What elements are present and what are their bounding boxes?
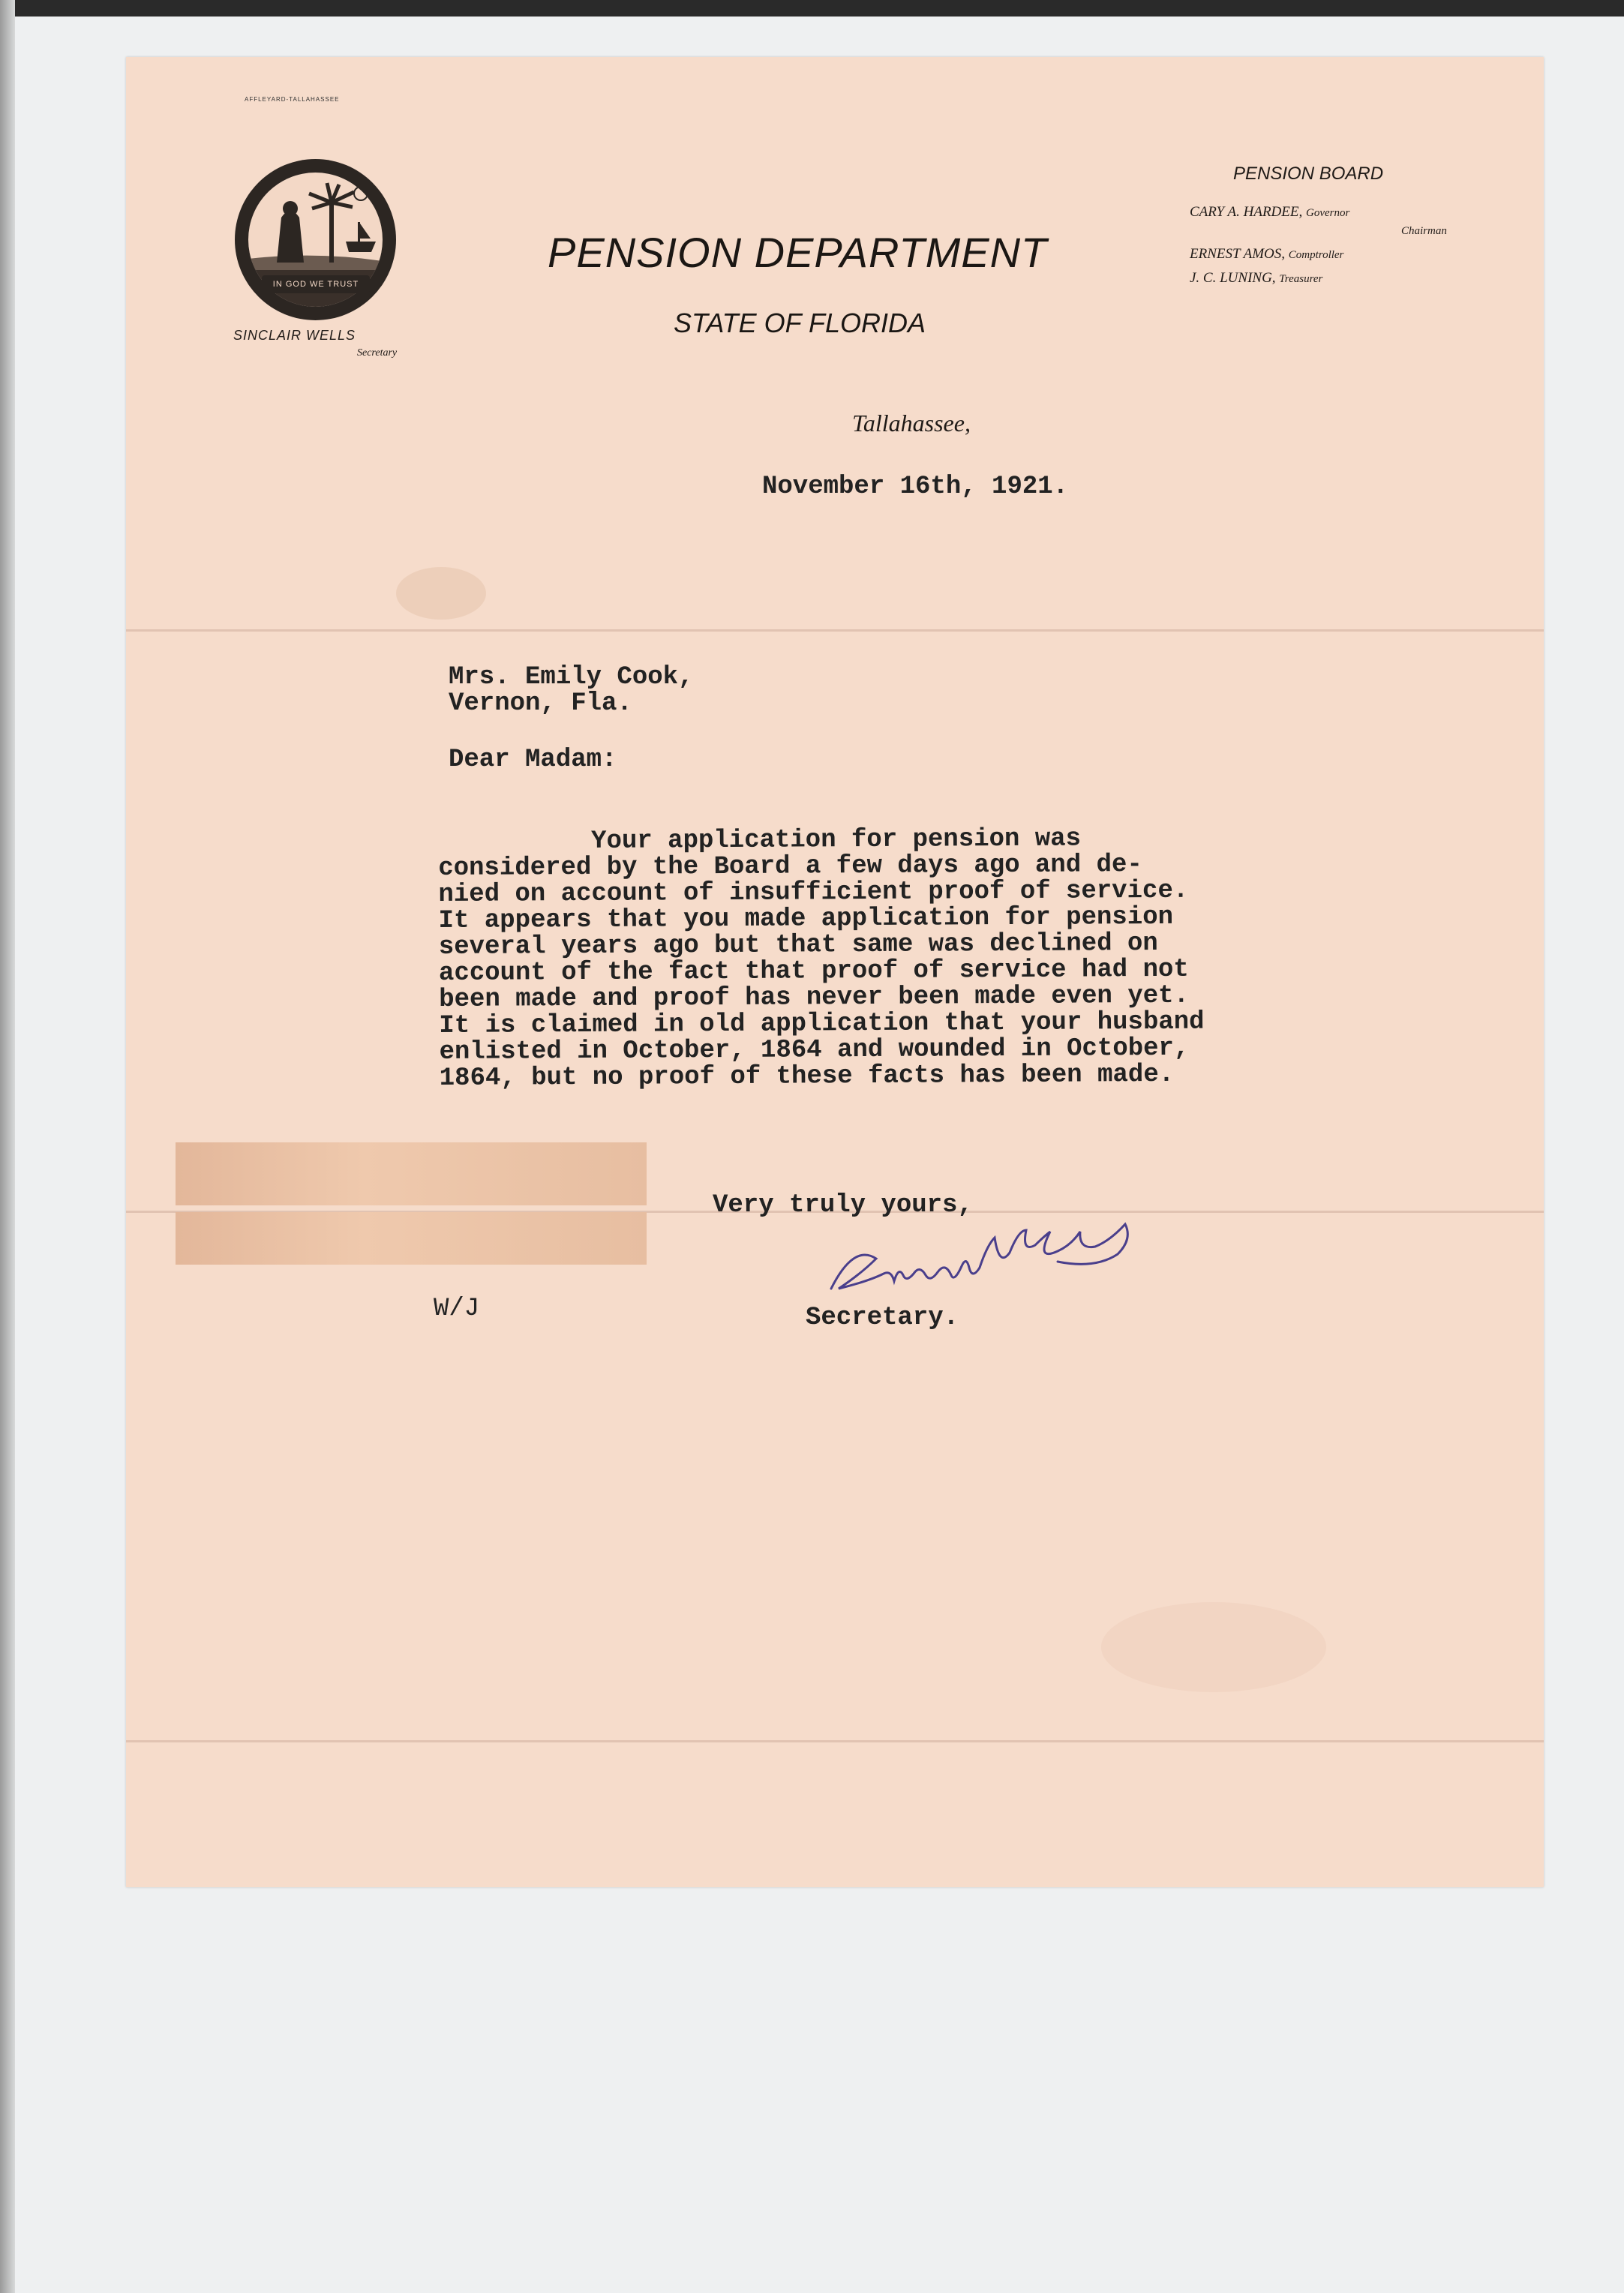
- printer-mark: AFFLEYARD-TALLAHASSEE: [245, 96, 340, 103]
- scanner-top-edge: [0, 0, 1624, 17]
- handwritten-signature: [801, 1221, 1191, 1311]
- body-line: It is claimed in old application that your husband: [439, 1007, 1205, 1040]
- body-line: Your application for pension was: [437, 824, 1082, 857]
- department-title: PENSION DEPARTMENT: [548, 229, 1048, 276]
- typist-initials: W/J: [434, 1295, 480, 1323]
- recipient-name: Mrs. Emily Cook,: [449, 663, 694, 692]
- seal-motto: IN GOD WE TRUST: [272, 280, 359, 289]
- fold-line: [126, 1740, 1544, 1742]
- recipient-address: Vernon, Fla.: [449, 689, 632, 718]
- tape-residue: [176, 1142, 647, 1205]
- board-member-name: CARY A. HARDEE,: [1190, 204, 1303, 220]
- pension-board-heading: PENSION BOARD: [1233, 164, 1384, 184]
- body-line: been made and proof has never been made even yet.: [439, 981, 1190, 1014]
- signer-title: Secretary.: [806, 1304, 959, 1332]
- state-subtitle: STATE OF FLORIDA: [674, 308, 926, 338]
- tape-residue: [176, 1212, 647, 1265]
- body-line: considered by the Board a few days ago and de-: [438, 851, 1142, 883]
- body-line: account of the fact that proof of service had not: [438, 955, 1189, 988]
- paper-stain: [1101, 1602, 1326, 1692]
- board-member-role: Treasurer: [1279, 273, 1323, 285]
- florida-state-seal: [235, 159, 396, 320]
- closing: Very truly yours,: [713, 1191, 973, 1220]
- board-member-name: J. C. LUNING,: [1190, 270, 1276, 286]
- letter-page: [126, 57, 1544, 1887]
- board-member: [1190, 204, 1349, 221]
- board-member-name: ERNEST AMOS,: [1190, 246, 1286, 262]
- salutation: Dear Madam:: [449, 746, 617, 774]
- secretary-title: Secretary: [357, 347, 398, 359]
- letter-body: [438, 825, 1272, 1092]
- board-member-role: Chairman: [1401, 225, 1447, 237]
- board-member: [1190, 246, 1343, 263]
- body-line: 1864, but no proof of these facts has been made.: [439, 1060, 1175, 1093]
- secretary-name: SINCLAIR WELLS: [233, 328, 356, 343]
- board-member-role: Governor: [1306, 207, 1350, 219]
- body-line: enlisted in October, 1864 and wounded in October,: [439, 1034, 1190, 1067]
- board-member-role: Comptroller: [1288, 249, 1344, 261]
- board-member: [1190, 270, 1322, 287]
- seal-motto-ribbon: [262, 275, 370, 293]
- letter-date: November 16th, 1921.: [762, 473, 1069, 501]
- body-line: nied on account of insufficient proof of service.: [438, 876, 1189, 909]
- paper-stain: [396, 567, 486, 620]
- body-line: It appears that you made application for pension: [438, 902, 1174, 935]
- fold-line: [126, 629, 1544, 632]
- letter-place: Tallahassee,: [852, 410, 971, 437]
- scanner-left-edge: [0, 0, 15, 2293]
- body-line: several years ago but that same was declined on: [438, 929, 1158, 962]
